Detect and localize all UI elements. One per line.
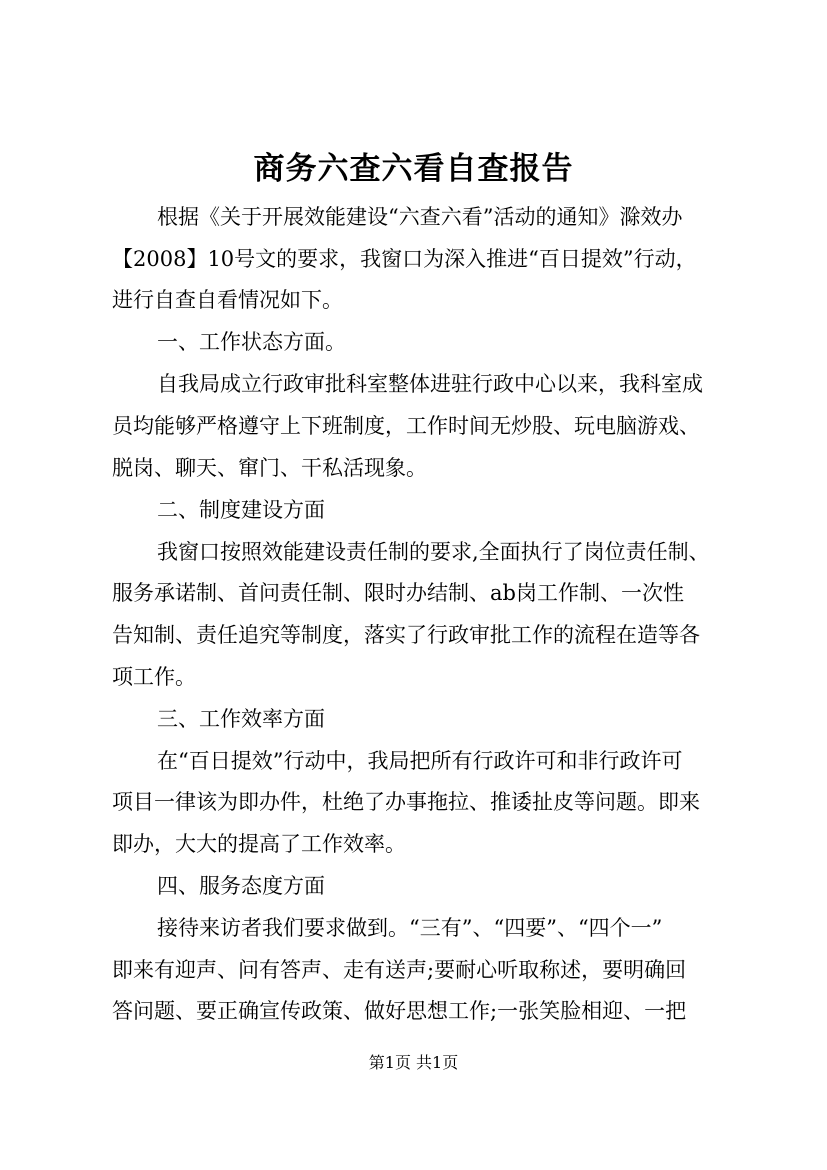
page-footer: 第1页 共1页 [368, 1053, 459, 1072]
body-line: 进行自查自看情况如下。 [112, 288, 343, 312]
body-line: 脱岗、聊天、窜门、干私活现象。 [112, 456, 427, 480]
body-line: 项工作。 [112, 665, 196, 689]
body-line: 自我局成立行政审批科室整体进驻行政中心以来，我科室成 [157, 372, 703, 396]
body-line: 【2008】10号文的要求，我窗口为深入推进“百日提效”行动， [112, 247, 697, 271]
body-line: 接待来访者我们要求做到。“三有”、“四要”、“四个一” [157, 916, 663, 940]
body-line: 即来有迎声、问有答声、走有送声;要耐心听取称述，要明确回 [112, 958, 687, 982]
section-heading: 一、工作状态方面。 [157, 330, 346, 354]
section-heading: 三、工作效率方面 [157, 707, 325, 731]
body-line: 答问题、要正确宣传政策、做好思想工作;一张笑脸相迎、一把 [112, 999, 687, 1023]
body-line: 服务承诺制、首问责任制、限时办结制、ab岗工作制、一次性 [112, 581, 684, 605]
body-line: 我窗口按照效能建设责任制的要求,全面执行了岗位责任制、 [157, 540, 710, 564]
body-line: 在“百日提效”行动中，我局把所有行政许可和非行政许可 [157, 749, 683, 773]
body-line: 项目一律该为即办件，杜绝了办事拖拉、推诿扯皮等问题。即来 [112, 790, 700, 814]
section-heading: 二、制度建设方面 [157, 498, 325, 522]
document-title: 商务六查六看自查报告 [253, 151, 574, 187]
body-line: 即办，大大的提高了工作效率。 [112, 832, 406, 856]
section-heading: 四、服务态度方面 [157, 874, 325, 898]
body-line: 告知制、责任追究等制度，落实了行政审批工作的流程在造等各 [112, 623, 700, 647]
body-line: 根据《关于开展效能建设“六查六看”活动的通知》滁效办 [157, 205, 683, 229]
body-line: 员均能够严格遵守上下班制度，工作时间无炒股、玩电脑游戏、 [112, 414, 700, 438]
